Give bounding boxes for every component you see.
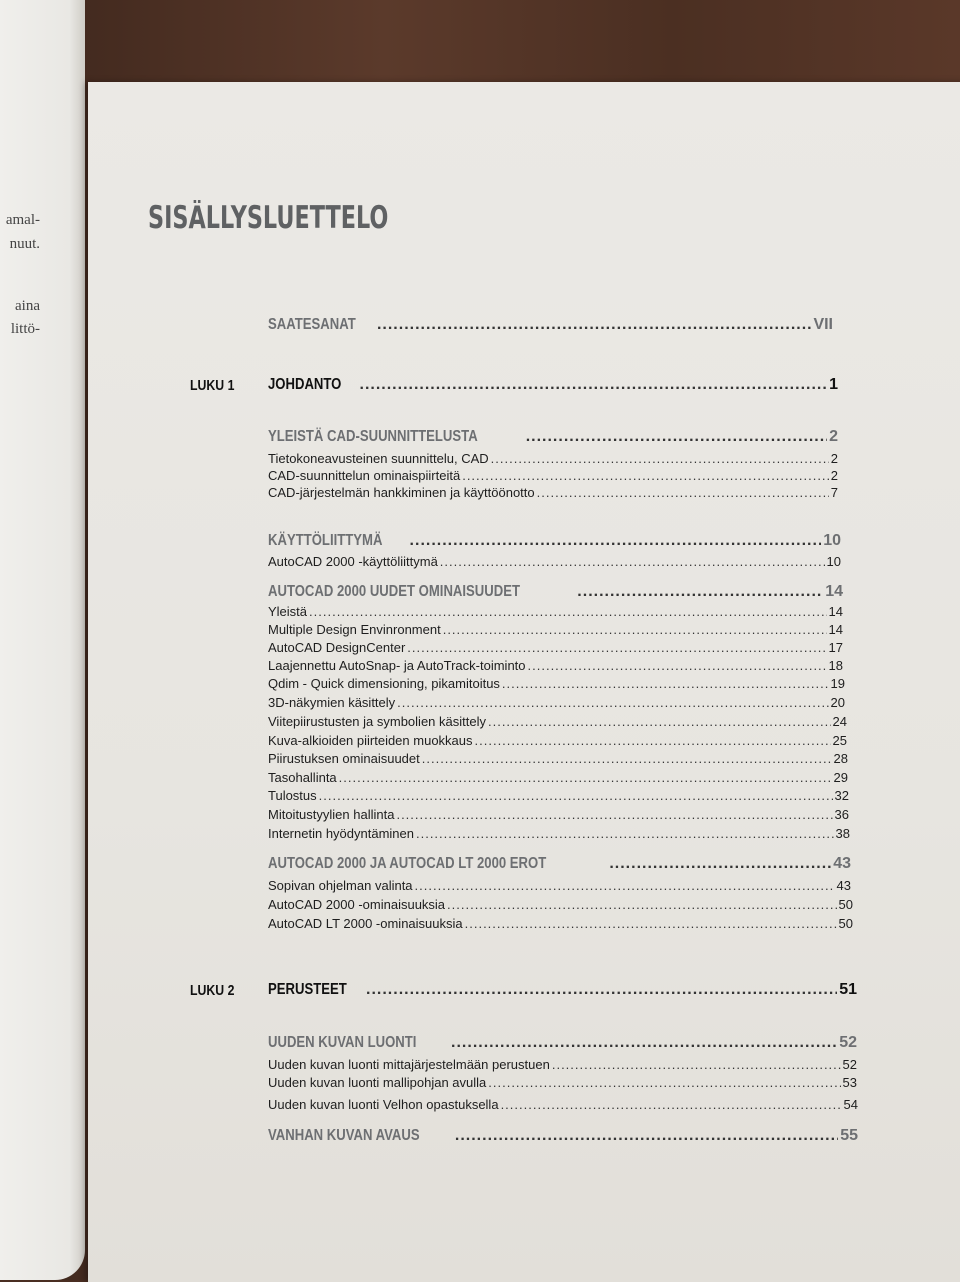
- entry-title: Mitoitustyylien hallinta: [268, 807, 395, 822]
- entry-title: YLEISTÄ CAD-SUUNNITTELUSTA: [268, 428, 478, 445]
- dot-leader: [440, 554, 825, 569]
- entry-title: Internetin hyödyntäminen: [268, 826, 414, 841]
- dot-leader: [407, 640, 826, 655]
- toc-entry: [268, 622, 843, 637]
- page-number: 20: [830, 695, 845, 710]
- entry-title: Piirustuksen ominaisuudet: [268, 751, 420, 766]
- dot-leader: [416, 826, 834, 841]
- page-number: VII: [813, 316, 833, 333]
- toc-section-heading: [268, 1034, 857, 1052]
- toc-entry: [268, 826, 850, 841]
- dot-leader: [397, 695, 828, 710]
- page-number: 50: [838, 916, 853, 931]
- toc-section-heading: [268, 316, 833, 334]
- entry-title: JOHDANTO: [268, 376, 342, 393]
- dot-leader: [552, 1057, 841, 1072]
- toc-section-heading: [268, 376, 838, 394]
- page-number: 1: [829, 376, 838, 393]
- page-number: 25: [832, 733, 847, 748]
- page-number: 51: [839, 981, 857, 998]
- dot-leader: [339, 770, 832, 785]
- entry-title: Uuden kuvan luonti mittajärjestelmään perustuen: [268, 1057, 550, 1072]
- toc-entry: [268, 676, 845, 691]
- entry-title: Uuden kuvan luonti Velhon opastuksella: [268, 1097, 499, 1112]
- entry-title: Tietokoneavusteinen suunnittelu, CAD: [268, 451, 489, 466]
- entry-title: AutoCAD 2000 -käyttöliittymä: [268, 554, 438, 569]
- dot-leader: [366, 981, 837, 999]
- chapter-number: LUKU 1: [190, 377, 235, 394]
- dot-leader: [447, 897, 836, 912]
- entry-title: AUTOCAD 2000 JA AUTOCAD LT 2000 EROT: [268, 855, 547, 872]
- page-number: 14: [825, 583, 843, 600]
- entry-title: PERUSTEET: [268, 981, 347, 998]
- dot-leader: [360, 376, 828, 394]
- toc-entry: [268, 554, 841, 569]
- toc-entry: [268, 916, 853, 931]
- toc-entry: [268, 807, 849, 822]
- entry-title: Uuden kuvan luonti mallipohjan avulla: [268, 1075, 487, 1090]
- page-number: 14: [828, 622, 843, 637]
- dot-leader: [415, 878, 835, 893]
- dot-leader: [377, 316, 811, 334]
- toc-entry: [268, 1097, 858, 1112]
- toc-entry: [268, 714, 847, 729]
- page-number: 52: [839, 1034, 857, 1051]
- entry-title: CAD-järjestelmän hankkiminen ja käyttöönotto: [268, 485, 535, 500]
- page-number: 38: [835, 826, 850, 841]
- entry-title: AutoCAD DesignCenter: [268, 640, 406, 655]
- dot-leader: [609, 855, 831, 873]
- toc-entry: [268, 695, 845, 710]
- toc-entry: [268, 485, 838, 500]
- toc-entry: [268, 770, 848, 785]
- toc-entry: [268, 733, 847, 748]
- left-page-text: nuut.: [9, 236, 40, 252]
- entry-title: CAD-suunnittelun ominaispiirteitä: [268, 468, 461, 483]
- dot-leader: [410, 532, 822, 550]
- page-number: 19: [830, 676, 845, 691]
- page-title: SISÄLLYSLUETTELO: [148, 200, 389, 236]
- toc-section-heading: [268, 428, 838, 446]
- dot-leader: [537, 485, 829, 500]
- page-number: 50: [838, 897, 853, 912]
- entry-title: Viitepiirustusten ja symbolien käsittely: [268, 714, 486, 729]
- left-page-text: littö-: [10, 321, 40, 337]
- entry-title: AUTOCAD 2000 UUDET OMINAISUUDET: [268, 583, 520, 600]
- dot-leader: [396, 807, 832, 822]
- entry-title: Laajennettu AutoSnap- ja AutoTrack-toiminto: [268, 658, 526, 673]
- dot-leader: [577, 583, 823, 601]
- page-number: 55: [840, 1127, 858, 1144]
- entry-title: Multiple Design Envinronment: [268, 622, 441, 637]
- entry-title: Tasohallinta: [268, 770, 337, 785]
- page-number: 32: [834, 788, 849, 803]
- entry-title: KÄYTTÖLIITTYMÄ: [268, 532, 383, 549]
- toc-section-heading: [268, 981, 857, 999]
- page-number: 36: [834, 807, 849, 822]
- toc-entry: [268, 788, 849, 803]
- page-number: 43: [833, 855, 851, 872]
- left-page: [0, 0, 85, 1280]
- dot-leader: [526, 428, 827, 446]
- toc-entry: [268, 451, 838, 466]
- entry-title: 3D-näkymien käsittely: [268, 695, 396, 710]
- page-number: 53: [842, 1075, 857, 1090]
- entry-title: Qdim - Quick dimensioning, pikamitoitus: [268, 676, 500, 691]
- toc-section-heading: [268, 855, 851, 873]
- entry-title: VANHAN KUVAN AVAUS: [268, 1127, 420, 1144]
- page-number: 2: [829, 428, 838, 445]
- dot-leader: [455, 1127, 838, 1145]
- toc-entry: [268, 604, 843, 619]
- dot-leader: [488, 714, 831, 729]
- dot-leader: [309, 604, 827, 619]
- toc-entry: [268, 640, 843, 655]
- toc-section-heading: [268, 1127, 858, 1145]
- entry-title: Kuva-alkioiden piirteiden muokkaus: [268, 733, 473, 748]
- left-page-text: aina: [15, 298, 40, 314]
- page-number: 18: [828, 658, 843, 673]
- dot-leader: [502, 676, 829, 691]
- dot-leader: [443, 622, 827, 637]
- dot-leader: [488, 1075, 840, 1090]
- entry-title: AutoCAD LT 2000 -ominaisuuksia: [268, 916, 463, 931]
- page-number: 28: [833, 751, 848, 766]
- toc-entry: [268, 1057, 857, 1072]
- dot-leader: [462, 468, 829, 483]
- toc-entry: [268, 468, 838, 483]
- toc-entry: [268, 897, 853, 912]
- page-number: 52: [842, 1057, 857, 1072]
- entry-title: UUDEN KUVAN LUONTI: [268, 1034, 417, 1051]
- dot-leader: [475, 733, 831, 748]
- entry-title: SAATESANAT: [268, 316, 356, 333]
- toc-entry: [268, 1075, 857, 1090]
- page-number: 14: [828, 604, 843, 619]
- toc-entry: [268, 751, 848, 766]
- toc-entry: [268, 658, 843, 673]
- page-number: 29: [833, 770, 848, 785]
- page-number: 10: [823, 532, 841, 549]
- page-number: 2: [830, 468, 838, 483]
- toc-section-heading: [268, 583, 843, 601]
- dot-leader: [319, 788, 833, 803]
- page-number: 10: [826, 554, 841, 569]
- left-page-text: amal-: [5, 212, 40, 228]
- dot-leader: [422, 751, 832, 766]
- page-number: 24: [832, 714, 847, 729]
- chapter-number: LUKU 2: [190, 982, 235, 999]
- dot-leader: [451, 1034, 837, 1052]
- entry-title: Tulostus: [268, 788, 317, 803]
- toc-section-heading: [268, 532, 841, 550]
- dot-leader: [501, 1097, 842, 1112]
- dot-leader: [465, 916, 837, 931]
- page-number: 43: [836, 878, 851, 893]
- entry-title: AutoCAD 2000 -ominaisuuksia: [268, 897, 446, 912]
- dot-leader: [528, 658, 827, 673]
- page-number: 54: [843, 1097, 858, 1112]
- page-number: 17: [828, 640, 843, 655]
- page-number: 7: [830, 485, 838, 500]
- page-number: 2: [830, 451, 838, 466]
- entry-title: Sopivan ohjelman valinta: [268, 878, 413, 893]
- toc-entry: [268, 878, 851, 893]
- dot-leader: [491, 451, 829, 466]
- entry-title: Yleistä: [268, 604, 308, 619]
